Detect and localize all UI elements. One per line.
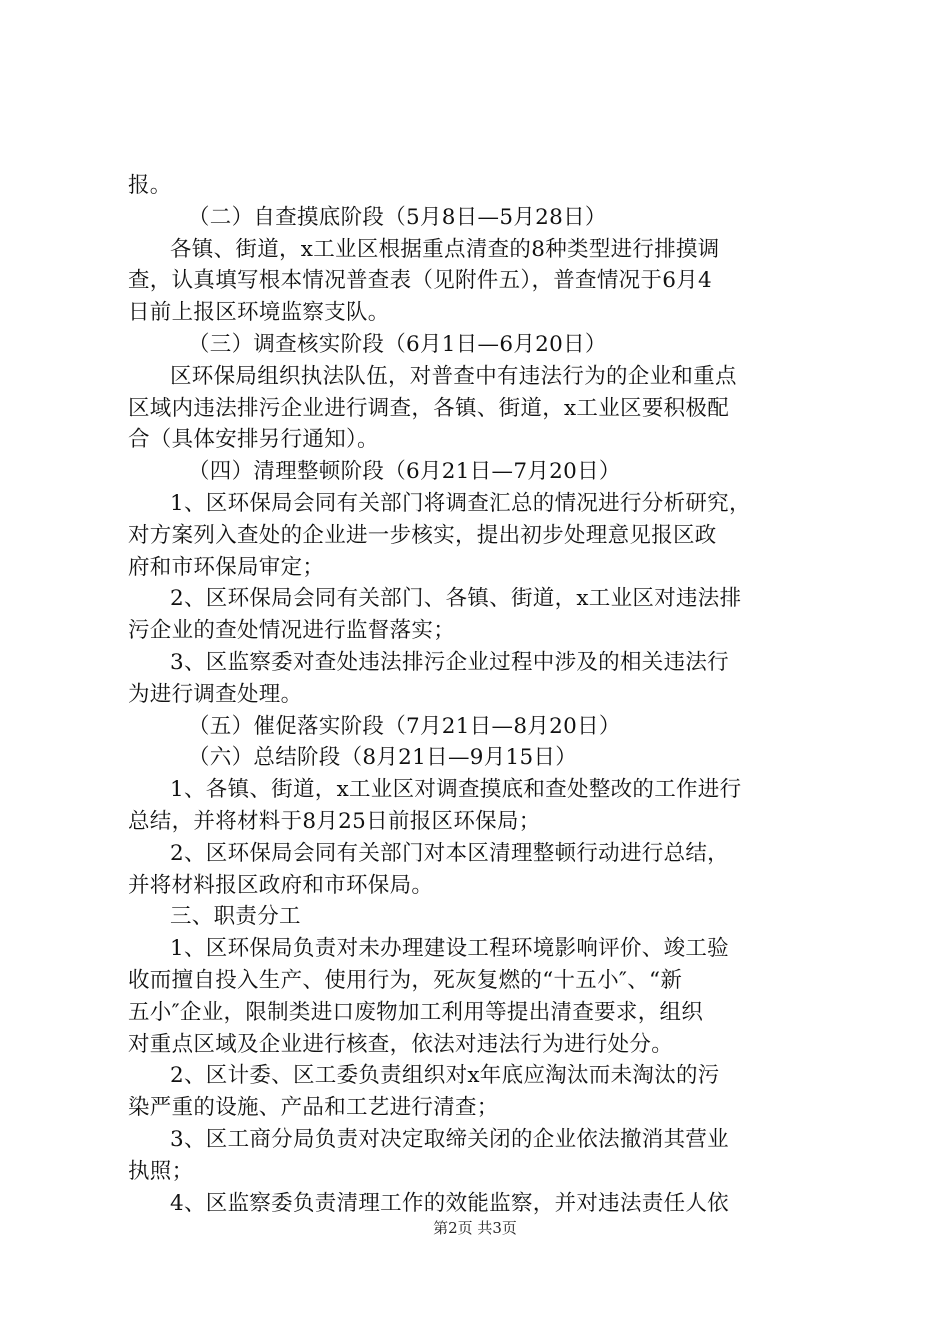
text-line: 总结，并将材料于8月25日前报区环保局； (128, 808, 541, 834)
section-heading: （三）调查核实阶段（6月1日—6月20日） (188, 331, 607, 357)
text-line: 区环保局组织执法队伍，对普查中有违法行为的企业和重点 (170, 363, 737, 389)
section-heading: （二）自查摸底阶段（5月8日—5月28日） (188, 204, 607, 230)
text-line: 污企业的查处情况进行监督落实； (128, 618, 456, 644)
section-heading: （六）总结阶段（8月21日—9月15日） (188, 745, 578, 771)
text-line: 1、区环保局会同有关部门将调查汇总的情况进行分析研究， (170, 490, 751, 516)
text-line: 2、区环保局会同有关部门对本区清理整顿行动进行总结， (170, 840, 729, 866)
section-heading: （四）清理整顿阶段（6月21日—7月20日） (188, 459, 621, 485)
text-line: 4、区监察委负责清理工作的效能监察，并对违法责任人依 (170, 1190, 729, 1216)
text-line: 3、区监察委对查处违法排污企业过程中涉及的相关违法行 (170, 649, 729, 675)
text-line: 为进行调查处理。 (128, 681, 303, 707)
text-line: 并将材料报区政府和市环保局。 (128, 872, 434, 898)
page-footer: 第2页 共3页 (433, 1219, 517, 1237)
document-body (128, 170, 832, 1219)
section-heading: 三、职责分工 (170, 904, 301, 930)
text-line: 2、区环保局会同有关部门、各镇、街道，x工业区对违法排 (170, 586, 742, 612)
text-line: 1、区环保局负责对未办理建设工程环境影响评价、竣工验 (170, 936, 729, 962)
text-line: 日前上报区环境监察支队。 (128, 300, 390, 326)
text-line: 合（具体安排另行通知）。 (128, 427, 379, 453)
text-line: 1、各镇、街道，x工业区对调查摸底和查处整改的工作进行 (170, 777, 742, 803)
text-line: 查，认真填写根本情况普查表（见附件五），普查情况于6月4 (128, 268, 713, 294)
text-line: 染严重的设施、产品和工艺进行清查； (128, 1095, 499, 1121)
section-heading: （五）催促落实阶段（7月21日—8月20日） (188, 713, 621, 739)
text-line: 对方案列入查处的企业进一步核实，提出初步处理意见报区政 (128, 522, 717, 548)
text-line: 收而擅自投入生产、使用行为，死灰复燃的“十五小″、“新 (128, 967, 683, 993)
text-line: 3、区工商分局负责对决定取缔关闭的企业依法撤消其营业 (170, 1126, 729, 1152)
text-line: 五小″企业，限制类进口废物加工利用等提出清查要求，组织 (128, 999, 704, 1025)
text-line: 2、区计委、区工委负责组织对x年底应淘汰而未淘汰的污 (170, 1063, 720, 1089)
text-line: 府和市环保局审定； (128, 554, 325, 580)
text-line: 报。 (128, 173, 172, 198)
text-line: 执照； (128, 1158, 194, 1184)
text-line: 对重点区域及企业进行核查，依法对违法行为进行处分。 (128, 1031, 674, 1057)
text-line: 各镇、街道，x工业区根据重点清查的8种类型进行排摸调 (170, 236, 720, 262)
text-line: 区域内违法排污企业进行调查，各镇、街道，x工业区要积极配 (128, 395, 730, 421)
